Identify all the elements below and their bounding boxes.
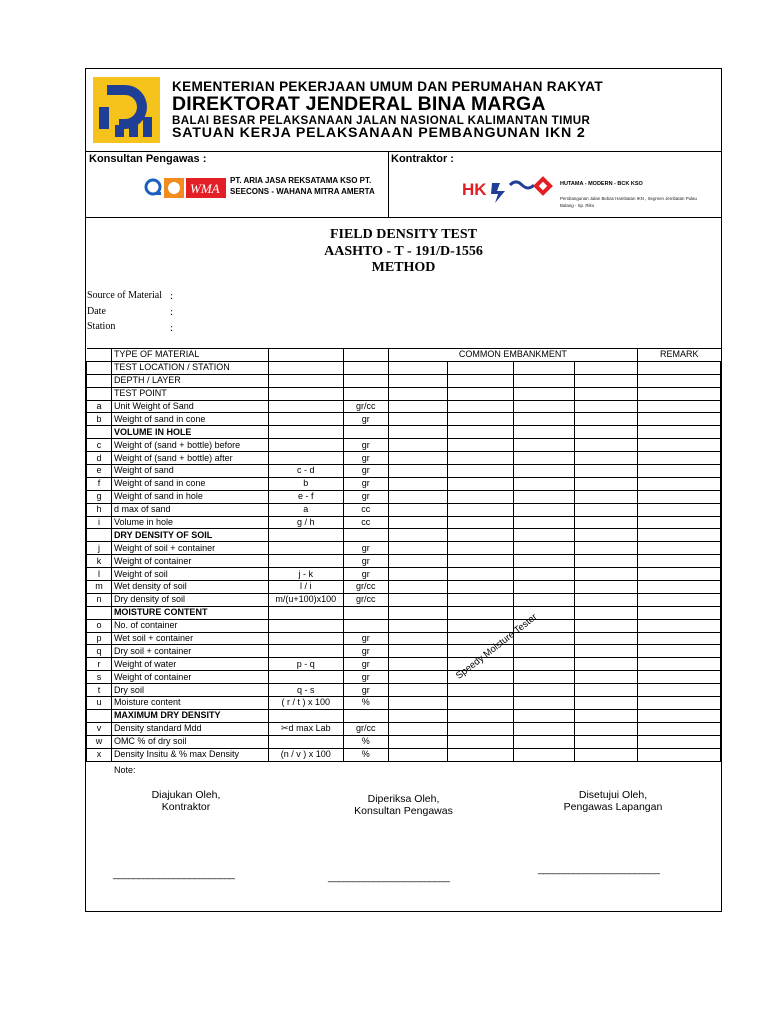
table-row xyxy=(87,465,721,478)
row-label: Weight of soil + container xyxy=(111,542,268,555)
row-id: k xyxy=(87,555,112,568)
letterhead xyxy=(86,69,721,152)
value-cell[interactable] xyxy=(388,542,447,555)
section-row xyxy=(87,606,721,619)
value-cell[interactable] xyxy=(388,619,447,632)
table-row xyxy=(87,555,721,568)
value-cell[interactable] xyxy=(575,439,638,452)
row-id: g xyxy=(87,490,112,503)
table-row xyxy=(87,568,721,581)
value-cell[interactable] xyxy=(388,555,447,568)
contractor-project: Pembangunan Jalan Bebas Hambatan IKN , Segmen Jembatan Pulau Balang - Sp. Riko xyxy=(560,196,697,208)
row-formula: l / i xyxy=(268,581,343,594)
value-cell[interactable] xyxy=(575,465,638,478)
date-label: Date xyxy=(87,306,106,317)
value-cell[interactable] xyxy=(514,632,575,645)
value-cell[interactable] xyxy=(575,477,638,490)
row-unit: gr xyxy=(343,568,388,581)
remark-cell[interactable] xyxy=(638,555,721,568)
row-label: Weight of (sand + bottle) after xyxy=(111,452,268,465)
table-header-row xyxy=(87,349,721,362)
sig-role: Pengawas Lapangan xyxy=(563,801,663,813)
table-row xyxy=(87,387,721,400)
speedy-moisture-tester-note: Speedy Moisture Tester xyxy=(454,611,540,682)
value-cell[interactable] xyxy=(388,645,447,658)
table-row xyxy=(87,374,721,387)
remark-cell[interactable] xyxy=(638,697,721,710)
table-row xyxy=(87,619,721,632)
value-cell[interactable] xyxy=(575,555,638,568)
remark-cell[interactable] xyxy=(638,748,721,761)
table-row xyxy=(87,400,721,413)
row-id: b xyxy=(87,413,112,426)
value-cell[interactable] xyxy=(575,593,638,606)
value-cell[interactable] xyxy=(447,413,514,426)
header-directorate: DIREKTORAT JENDERAL BINA MARGA xyxy=(172,93,546,115)
value-cell[interactable] xyxy=(575,503,638,516)
row-formula xyxy=(268,671,343,684)
row-id: u xyxy=(87,697,112,710)
table-row xyxy=(87,593,721,606)
section-heading: DRY DENSITY OF SOIL xyxy=(111,529,268,542)
pupr-logo xyxy=(93,77,160,143)
section-row xyxy=(87,709,721,722)
value-cell[interactable] xyxy=(575,452,638,465)
sig-title: Disetujui Oleh, xyxy=(578,789,648,801)
row-label: Wet soil + container xyxy=(111,632,268,645)
row-unit: gr xyxy=(343,439,388,452)
value-cell[interactable] xyxy=(575,645,638,658)
remark-cell[interactable] xyxy=(638,542,721,555)
row-formula xyxy=(268,413,343,426)
value-cell[interactable] xyxy=(514,581,575,594)
value-cell[interactable] xyxy=(447,503,514,516)
remark-cell[interactable] xyxy=(638,477,721,490)
value-cell[interactable] xyxy=(388,632,447,645)
value-cell[interactable] xyxy=(514,452,575,465)
value-cell[interactable] xyxy=(575,542,638,555)
value-cell[interactable] xyxy=(575,671,638,684)
sig-title: Diajukan Oleh, xyxy=(151,789,221,801)
signature-line-consultant: ________________________ xyxy=(328,872,450,883)
value-cell[interactable] xyxy=(575,619,638,632)
row-unit: gr xyxy=(343,413,388,426)
row-id: a xyxy=(87,400,112,413)
table-row xyxy=(87,697,721,710)
value-cell[interactable] xyxy=(514,722,575,735)
remark-cell[interactable] xyxy=(638,465,721,478)
row-label: Weight of sand in hole xyxy=(111,490,268,503)
material-name: COMMON EMBANKMENT xyxy=(388,349,637,362)
consultant-logo xyxy=(144,175,228,208)
row-unit: gr xyxy=(343,658,388,671)
value-cell[interactable] xyxy=(447,568,514,581)
row-label: Weight of water xyxy=(111,658,268,671)
value-cell[interactable] xyxy=(514,477,575,490)
value-cell[interactable] xyxy=(514,645,575,658)
row-id: r xyxy=(87,658,112,671)
row-formula: a xyxy=(268,503,343,516)
form-title: FIELD DENSITY TEST xyxy=(329,227,478,242)
row-label: Density Insitu & % max Density xyxy=(111,748,268,761)
row-unit: gr/cc xyxy=(343,400,388,413)
remark-cell[interactable] xyxy=(638,722,721,735)
value-cell[interactable] xyxy=(388,400,447,413)
row-id: m xyxy=(87,581,112,594)
section-heading: MAXIMUM DRY DENSITY xyxy=(111,709,268,722)
value-cell[interactable] xyxy=(575,490,638,503)
row-id: h xyxy=(87,503,112,516)
signature-line-supervisor: ________________________ xyxy=(538,864,660,875)
value-cell[interactable] xyxy=(447,477,514,490)
row-id: v xyxy=(87,722,112,735)
value-cell[interactable] xyxy=(388,697,447,710)
row-label: Weight of container xyxy=(111,671,268,684)
row-id: o xyxy=(87,619,112,632)
value-cell[interactable] xyxy=(575,581,638,594)
value-cell[interactable] xyxy=(575,748,638,761)
value-cell[interactable] xyxy=(575,400,638,413)
value-cell[interactable] xyxy=(447,452,514,465)
value-cell[interactable] xyxy=(575,516,638,529)
value-cell[interactable] xyxy=(447,400,514,413)
value-cell[interactable] xyxy=(514,671,575,684)
table-row xyxy=(87,477,721,490)
value-cell[interactable] xyxy=(388,735,447,748)
row-formula: b xyxy=(268,477,343,490)
value-cell[interactable] xyxy=(514,748,575,761)
header-ministry: KEMENTERIAN PEKERJAAN UMUM DAN PERUMAHAN RAKYAT xyxy=(172,79,603,94)
note-label: Note: xyxy=(114,765,136,775)
sig-title: Diperiksa Oleh, xyxy=(367,793,440,805)
density-table xyxy=(86,348,721,762)
row-id: p xyxy=(87,632,112,645)
table-row xyxy=(87,658,721,671)
value-cell[interactable] xyxy=(388,581,447,594)
table-row xyxy=(87,684,721,697)
row-unit: gr xyxy=(343,671,388,684)
row-id: w xyxy=(87,735,112,748)
value-cell[interactable] xyxy=(388,503,447,516)
parties-row xyxy=(86,151,721,218)
value-cell[interactable] xyxy=(447,555,514,568)
value-cell[interactable] xyxy=(514,593,575,606)
row-unit xyxy=(343,619,388,632)
form-standard: AASHTO - T - 191/D-1556 xyxy=(324,244,483,259)
row-unit: gr xyxy=(343,477,388,490)
row-unit: gr xyxy=(343,490,388,503)
value-cell[interactable] xyxy=(388,516,447,529)
value-cell[interactable] xyxy=(388,413,447,426)
value-cell[interactable] xyxy=(388,439,447,452)
value-cell[interactable] xyxy=(447,542,514,555)
row-id: t xyxy=(87,684,112,697)
value-cell[interactable] xyxy=(514,697,575,710)
value-cell[interactable] xyxy=(514,413,575,426)
section-heading: VOLUME IN HOLE xyxy=(111,426,268,439)
value-cell[interactable] xyxy=(514,568,575,581)
value-cell[interactable] xyxy=(514,490,575,503)
remark-cell[interactable] xyxy=(638,452,721,465)
remark-cell[interactable] xyxy=(638,658,721,671)
table-row xyxy=(87,735,721,748)
row-label: Weight of sand in cone xyxy=(111,413,268,426)
row-unit: gr/cc xyxy=(343,581,388,594)
value-cell[interactable] xyxy=(388,748,447,761)
value-cell[interactable] xyxy=(388,722,447,735)
row-unit: gr/cc xyxy=(343,593,388,606)
remark-cell[interactable] xyxy=(638,413,721,426)
row-formula: (n / v ) x 100 xyxy=(268,748,343,761)
value-cell[interactable] xyxy=(447,697,514,710)
row-label: Weight of soil xyxy=(111,568,268,581)
table-row xyxy=(87,490,721,503)
row-label: OMC % of dry soil xyxy=(111,735,268,748)
signature-consultant xyxy=(336,793,471,817)
contractor-name: HUTAMA - MODERN - BCK KSO xyxy=(560,181,643,187)
section-heading: MOISTURE CONTENT xyxy=(111,606,268,619)
value-cell[interactable] xyxy=(447,684,514,697)
row-label: Weight of sand in cone xyxy=(111,477,268,490)
value-cell[interactable] xyxy=(575,413,638,426)
remark-cell[interactable] xyxy=(638,735,721,748)
table-row xyxy=(87,671,721,684)
row-unit: % xyxy=(343,735,388,748)
table-row xyxy=(87,645,721,658)
remark-header: REMARK xyxy=(638,349,721,362)
row-label: No. of container xyxy=(111,619,268,632)
source-label: Source of Material xyxy=(87,290,162,301)
row-unit: gr xyxy=(343,645,388,658)
row-formula xyxy=(268,632,343,645)
remark-cell[interactable] xyxy=(638,645,721,658)
row-label: Wet density of soil xyxy=(111,581,268,594)
value-cell[interactable] xyxy=(388,671,447,684)
value-cell[interactable] xyxy=(447,581,514,594)
contractor-logo xyxy=(462,175,554,210)
value-cell[interactable] xyxy=(514,684,575,697)
value-cell[interactable] xyxy=(388,465,447,478)
table-row xyxy=(87,632,721,645)
value-cell[interactable] xyxy=(447,465,514,478)
row-id: d xyxy=(87,452,112,465)
sig-role: Konsultan Pengawas xyxy=(354,805,453,817)
station-label: Station xyxy=(87,321,116,332)
value-cell[interactable] xyxy=(514,516,575,529)
row-label: d max of sand xyxy=(111,503,268,516)
value-cell[interactable] xyxy=(575,632,638,645)
value-cell[interactable] xyxy=(575,735,638,748)
remark-cell[interactable] xyxy=(638,439,721,452)
date-colon: : xyxy=(170,306,174,318)
value-cell[interactable] xyxy=(447,593,514,606)
row-label: DEPTH / LAYER xyxy=(111,374,268,387)
value-cell[interactable] xyxy=(447,619,514,632)
table-row xyxy=(87,581,721,594)
table-row xyxy=(87,748,721,761)
row-id: s xyxy=(87,671,112,684)
row-unit: gr xyxy=(343,684,388,697)
row-id: j xyxy=(87,542,112,555)
value-cell[interactable] xyxy=(514,542,575,555)
row-label: Weight of sand xyxy=(111,465,268,478)
row-formula xyxy=(268,400,343,413)
value-cell[interactable] xyxy=(575,722,638,735)
value-cell[interactable] xyxy=(388,477,447,490)
row-label: Unit Weight of Sand xyxy=(111,400,268,413)
row-id: c xyxy=(87,439,112,452)
row-formula: j - k xyxy=(268,568,343,581)
row-formula xyxy=(268,555,343,568)
row-formula: g / h xyxy=(268,516,343,529)
parties-divider xyxy=(388,151,389,217)
table-row xyxy=(87,516,721,529)
table-row xyxy=(87,542,721,555)
row-label: Weight of (sand + bottle) before xyxy=(111,439,268,452)
table-row xyxy=(87,503,721,516)
contractor-label: Kontraktor : xyxy=(391,153,454,165)
value-cell[interactable] xyxy=(388,452,447,465)
section-row xyxy=(87,426,721,439)
row-label: Dry soil + container xyxy=(111,645,268,658)
row-formula: e - f xyxy=(268,490,343,503)
remark-cell[interactable] xyxy=(638,400,721,413)
row-id: i xyxy=(87,516,112,529)
value-cell[interactable] xyxy=(388,593,447,606)
value-cell[interactable] xyxy=(575,568,638,581)
row-label: Moisture content xyxy=(111,697,268,710)
svg-text:HK: HK xyxy=(462,180,487,199)
section-row xyxy=(87,529,721,542)
row-id: e xyxy=(87,465,112,478)
value-cell[interactable] xyxy=(388,658,447,671)
row-formula: ✂d max Lab xyxy=(268,722,343,735)
header-satker: SATUAN KERJA PELAKSANAAN PEMBANGUNAN IKN 2 xyxy=(172,125,586,141)
remark-cell[interactable] xyxy=(638,490,721,503)
row-formula xyxy=(268,619,343,632)
value-cell[interactable] xyxy=(447,490,514,503)
sig-role: Kontraktor xyxy=(161,801,211,813)
row-label: Weight of container xyxy=(111,555,268,568)
row-label: Volume in hole xyxy=(111,516,268,529)
row-label: Dry density of soil xyxy=(111,593,268,606)
row-formula: q - s xyxy=(268,684,343,697)
value-cell[interactable] xyxy=(388,684,447,697)
row-unit: % xyxy=(343,748,388,761)
consultant-label: Konsultan Pengawas : xyxy=(89,153,207,165)
value-cell[interactable] xyxy=(388,568,447,581)
row-formula: c - d xyxy=(268,465,343,478)
row-formula: p - q xyxy=(268,658,343,671)
svg-text:WMA: WMA xyxy=(190,181,220,196)
table-row xyxy=(87,452,721,465)
row-unit: cc xyxy=(343,516,388,529)
row-unit: gr xyxy=(343,452,388,465)
row-formula xyxy=(268,542,343,555)
table-row xyxy=(87,361,721,374)
type-of-material-label: TYPE OF MATERIAL xyxy=(111,349,268,362)
form-frame xyxy=(85,68,722,912)
station-colon: : xyxy=(170,322,174,334)
value-cell[interactable] xyxy=(575,684,638,697)
row-id: q xyxy=(87,645,112,658)
table-row xyxy=(87,722,721,735)
value-cell[interactable] xyxy=(447,722,514,735)
value-cell[interactable] xyxy=(514,400,575,413)
remark-cell[interactable] xyxy=(638,568,721,581)
row-formula xyxy=(268,452,343,465)
row-id: n xyxy=(87,593,112,606)
value-cell[interactable] xyxy=(514,555,575,568)
value-cell[interactable] xyxy=(514,658,575,671)
row-formula xyxy=(268,645,343,658)
row-id: f xyxy=(87,477,112,490)
value-cell[interactable] xyxy=(514,503,575,516)
row-formula: ( r / t ) x 100 xyxy=(268,697,343,710)
row-formula xyxy=(268,439,343,452)
value-cell[interactable] xyxy=(514,735,575,748)
value-cell[interactable] xyxy=(514,465,575,478)
value-cell[interactable] xyxy=(447,748,514,761)
remark-cell[interactable] xyxy=(638,619,721,632)
row-unit: gr xyxy=(343,632,388,645)
value-cell[interactable] xyxy=(447,439,514,452)
value-cell[interactable] xyxy=(514,439,575,452)
table-row xyxy=(87,413,721,426)
value-cell[interactable] xyxy=(447,516,514,529)
signature-line-contractor: ________________________ xyxy=(113,869,235,880)
remark-cell[interactable] xyxy=(638,593,721,606)
row-id: x xyxy=(87,748,112,761)
signature-contractor xyxy=(126,789,246,813)
signature-field-supervisor xyxy=(548,789,678,813)
remark-cell[interactable] xyxy=(638,581,721,594)
row-unit: gr xyxy=(343,465,388,478)
source-colon: : xyxy=(170,290,174,302)
row-id: l xyxy=(87,568,112,581)
row-unit: % xyxy=(343,697,388,710)
consultant-name: PT. ARIA JASA REKSATAMA KSO PT. SEECONS - WAHANA MITRA AMERTA xyxy=(230,176,375,196)
row-unit: gr/cc xyxy=(343,722,388,735)
value-cell[interactable] xyxy=(388,490,447,503)
value-cell[interactable] xyxy=(575,697,638,710)
table-row xyxy=(87,439,721,452)
row-unit: cc xyxy=(343,503,388,516)
row-label: Dry soil xyxy=(111,684,268,697)
remark-cell[interactable] xyxy=(638,632,721,645)
row-label: Density standard Mdd xyxy=(111,722,268,735)
header-balai: BALAI BESAR PELAKSANAAN JALAN NASIONAL KALIMANTAN TIMUR xyxy=(172,114,591,127)
row-formula: m/(u+100)x100 xyxy=(268,593,343,606)
value-cell[interactable] xyxy=(447,735,514,748)
remark-cell[interactable] xyxy=(638,516,721,529)
row-unit: gr xyxy=(343,555,388,568)
row-label: TEST LOCATION / STATION xyxy=(111,361,268,374)
remark-cell[interactable] xyxy=(638,684,721,697)
remark-cell[interactable] xyxy=(638,671,721,684)
remark-cell[interactable] xyxy=(638,503,721,516)
row-label: TEST POINT xyxy=(111,387,268,400)
value-cell[interactable] xyxy=(575,658,638,671)
row-unit: gr xyxy=(343,542,388,555)
form-method: METHOD xyxy=(371,260,436,275)
row-formula xyxy=(268,735,343,748)
